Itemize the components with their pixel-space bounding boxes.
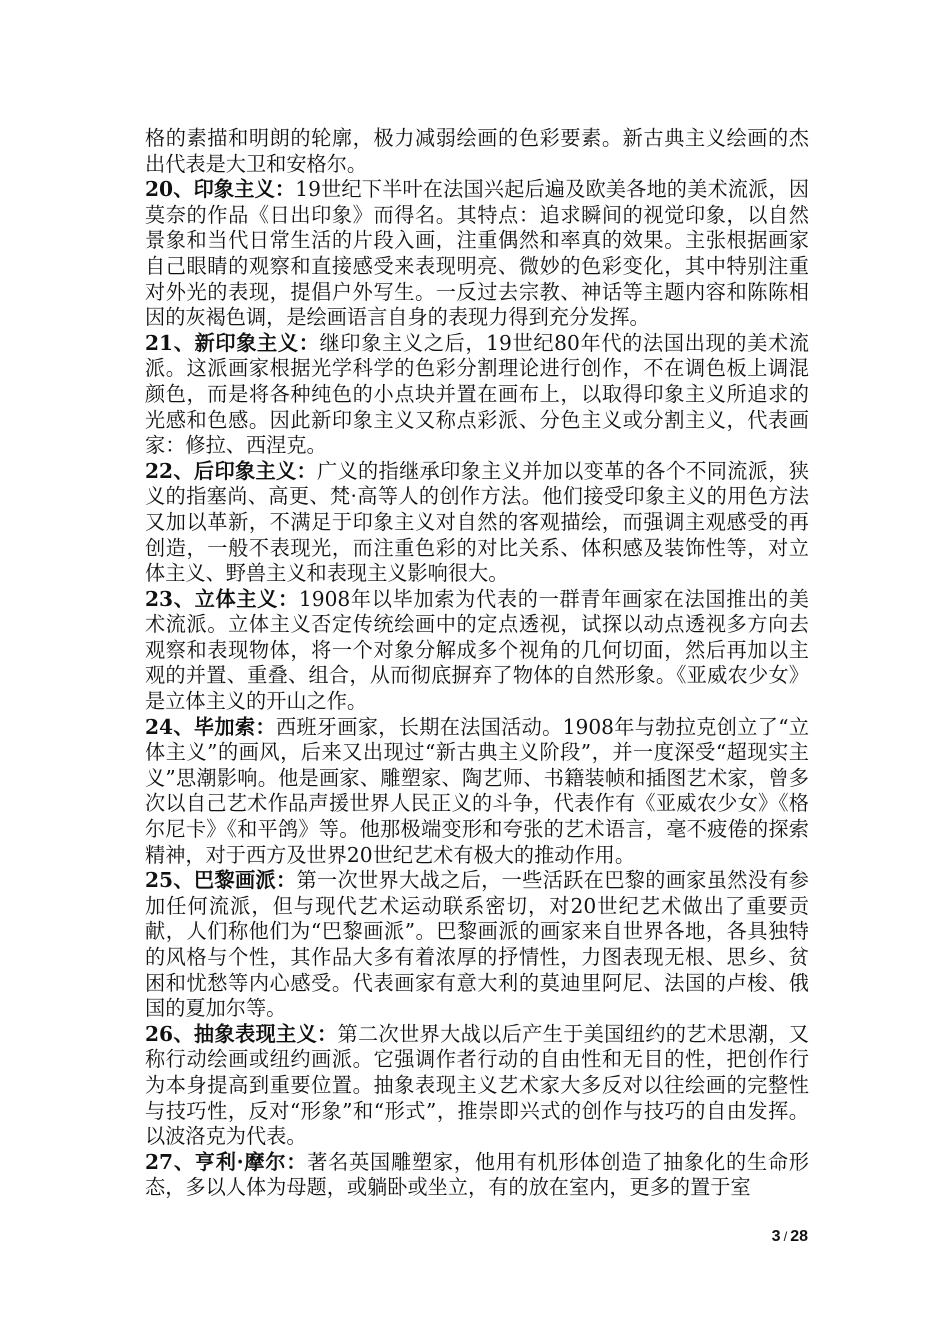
- entry-text: 第二次世界大战以后产生于美国纽约的艺术思潮，又称行动绘画或纽约画派。它强调作者行动的自由性和无目的性，把创作行为本身提高到重要位置。抽象表现主义艺术家大多反对以往绘画的完整性与技巧性，反对“形象”和“形式”，推崇即兴式的创作与技巧的自由发挥。以波洛克为代表。: [145, 1021, 809, 1149]
- entry-term: 24、毕加索：: [145, 714, 276, 739]
- entry-term: 26、抽象表现主义：: [145, 1021, 338, 1046]
- entry-text: 19世纪下半叶在法国兴起后遍及欧美各地的美术流派，因莫奈的作品《日出印象》而得名。其特点：追求瞬间的视觉印象，以自然景象和当代日常生活的片段入画，注重偶然和率真的效果。主张根据画家自己眼睛的观察和直接感受来表现明亮、微妙的色彩变化，其中特别注重对外光的表现，提倡户外写生。一反过去宗教、神话等主题内容和陈陈相因的灰褐色调，是绘画语言自身的表现力得到充分发挥。: [145, 177, 810, 330]
- entry-term: 27、亨利·摩尔：: [145, 1149, 308, 1174]
- entry-post-impressionism: [145, 459, 809, 587]
- total-pages-number: 28: [790, 1228, 808, 1245]
- current-page-number: 3: [771, 1228, 781, 1245]
- entry-henry-moore: [145, 1150, 809, 1201]
- entry-term: 20、印象主义：: [145, 177, 296, 202]
- entry-text: 广义的指继承印象主义并加以变革的各个不同流派，狭义的指塞尚、高更、梵·高等人的创作方法。他们接受印象主义的用色方法又加以革新，不满足于印象主义对自然的客观描绘，而强调主观感受的再创造，一般不表现光，而注重色彩的对比关系、体积感及装饰性等，对立体主义、野兽主义和表现主义影响很大。: [145, 458, 809, 586]
- entry-term: 21、新印象主义：: [145, 330, 320, 355]
- entry-abstract-expressionism: [145, 1022, 809, 1150]
- page-separator: /: [783, 1229, 788, 1244]
- entry-cubism: [145, 587, 809, 715]
- entry-impressionism: [145, 177, 809, 331]
- entry-text: 西班牙画家，长期在法国活动。1908年与勃拉克创立了“立体主义”的画风，后来又出现过“新古典主义阶段”，并一度深受“超现实主义”思潮影响。他是画家、雕塑家、陶艺师、书籍装帧和插图艺术家，曾多次以自己艺术作品声援世界人民正义的斗争，代表作有《亚威农少女》《格尔尼卡》《和平鸽》等。他那极端变形和夸张的艺术语言，毫不疲倦的探索精神，对于西方及世界20世纪艺术有极大的推动作用。: [145, 714, 810, 867]
- entry-term: 25、巴黎画派：: [145, 868, 297, 893]
- entry-text: 第一次世界大战之后，一些活跃在巴黎的画家虽然没有参加任何流派，但与现代艺术运动联系密切，对20世纪艺术做出了重要贡献，人们称他们为“巴黎画派”。巴黎画派的画家来自世界各地，各具独特的风格与个性，其作品大多有着浓厚的抒情性，力图表现无根、思乡、贫困和忧愁等内心感受。代表画家有意大利的莫迪里阿尼、法国的卢梭、俄国的夏加尔等。: [145, 868, 809, 1021]
- entry-text: 著名英国雕塑家，他用有机形体创造了抽象化的生命形态，多以人体为母题，或躺卧或坐立，有的放在室内，更多的置于室: [145, 1149, 809, 1200]
- entry-text: 1908年以毕加索为代表的一群青年画家在法国推出的美术流派。立体主义否定传统绘画中的定点透视，试探以动点透视多方向去观察和表现物体，将一个对象分解成多个视角的几何切面，然后再加以主观的并置、重叠、组合，从而彻底摒弃了物体的自然形象。《亚威农少女》是立体主义的开山之作。: [145, 586, 809, 714]
- entry-term: 23、立体主义：: [145, 586, 299, 611]
- entry-text: 继印象主义之后，19世纪80年代的法国出现的美术流派。这派画家根据光学科学的色彩分割理论进行创作，不在调色板上调混颜色，而是将各种纯色的小点块并置在画布上，以取得印象主义所追求的光感和色感。因此新印象主义又称点彩派、分色主义或分割主义，代表画家：修拉、西涅克。: [145, 330, 809, 458]
- entry-term: 22、后印象主义：: [145, 458, 318, 483]
- entry-picasso: [145, 715, 809, 869]
- page-number: [772, 1228, 808, 1246]
- intro-paragraph: 格的素描和明朗的轮廓，极力减弱绘画的色彩要素。新古典主义绘画的杰出代表是大卫和安格尔。: [145, 126, 809, 176]
- entry-school-of-paris: [145, 868, 809, 1022]
- entry-neo-impressionism: [145, 331, 809, 459]
- document-body: [145, 126, 809, 1201]
